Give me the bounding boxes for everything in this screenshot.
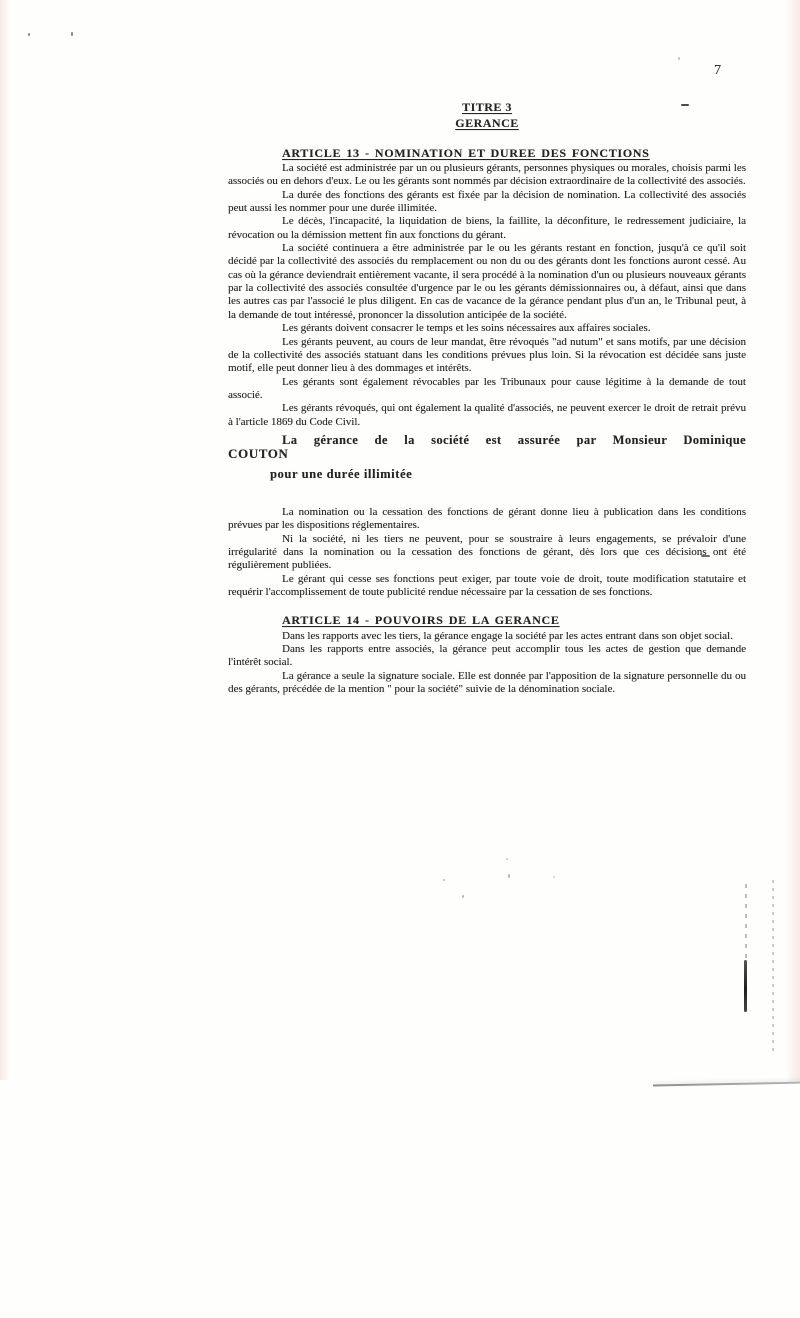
paragraph: La gérance de la société est assurée par Monsieur Dominique [282, 432, 746, 447]
article-heading-text: ARTICLE 14 - POUVOIRS DE LA GERANCE [282, 613, 560, 628]
paragraph: La nomination ou la cessation des fonctions de gérant donne lieu à publication dans les conditions prévues par les dispositions réglementaires. [228, 505, 746, 532]
paragraph: Les gérants peuvent, au cours de leur mandat, être révoqués "ad nutum" et sans motifs, par une décision de la collectivité des associés statuant dans les conditions prévues plus loin. Si la révocation est décidée sans juste motif, elle peut donner lieu à des dommages et intérêts. [228, 335, 746, 375]
paragraph: La société est administrée par un ou plusieurs gérants, personnes physiques ou morales, choisis parmi les associés ou en dehors d'eux. Le ou les gérants sont nommés par décision extraordinaire de la collectivité des associés. [228, 162, 746, 188]
scan-speck [443, 879, 445, 881]
title-titre-3: TITRE 3 [462, 100, 512, 114]
scan-speck [71, 32, 73, 36]
paragraph: COUTON [228, 446, 289, 462]
paragraph: Les gérants révoqués, qui ont également la qualité d'associés, ne peuvent exercer le droit de retrait prévu à l'article 1869 du Code Civil. [228, 402, 746, 428]
scan-speck [462, 895, 464, 898]
page-number: 7 [714, 63, 721, 78]
title-block [228, 101, 746, 131]
scan-edge-right [786, 0, 800, 1082]
scan-speck [28, 33, 30, 36]
title-gerance: GERANCE [455, 116, 519, 131]
paragraph: La gérance a seule la signature sociale. Elle est donnée par l'apposition de la signature personnelle du ou des gérants, précédée de la mention " pour la société" suivie de la dénomination sociale. [228, 669, 746, 696]
scan-speck [508, 874, 510, 878]
article-heading [228, 147, 746, 160]
paragraph: Dans les rapports avec les tiers, la gérance engage la société par les actes entrant dans son objet social. [282, 629, 733, 642]
article-heading-text: ARTICLE 13 - NOMINATION ET DUREE DES FONCTIONS [282, 145, 650, 160]
scan-speck [506, 858, 508, 860]
page-bottom-edge-line [653, 1082, 800, 1087]
paragraph: Ni la société, ni les tiers ne peuvent, pour se soustraire à leurs engagements, se prévaloir d'une irrégularité dans la nomination ou la cessation des fonctions de gérant, dès lors que ces décisions ont été régulièrement publiées. [228, 532, 746, 572]
paragraph: Dans les rapports entre associés, la gérance peut accomplir tous les actes de gestion que demande l'intérêt social. [228, 643, 746, 669]
paragraph: Les gérants sont également révocables par les Tribunaux pour cause légitime à la demande de tout associé. [228, 375, 746, 401]
scan-edge-left [0, 0, 10, 1080]
paragraph: Le décès, l'incapacité, la liquidation de biens, la faillite, la déconfiture, le redressement judiciaire, la révocation ou la démission mettent fin aux fonctions du gérant. [228, 215, 746, 241]
scan-streak-dots [745, 884, 747, 960]
paragraph: La société continuera a être administrée par le ou les gérants restant en fonction, jusqu'à ce qu'il soit décidé par la collectivité des associés du remplacement ou non du ou des gérants dont les fonctions auront cessé. Au cas où la gérance deviendrait entièrement vacante, il sera procédé à la nomination d'un ou plusieurs nouveaux gérants par la collectivité des associés consultée d'urgence par le ou les gérants démissionnaires ou, à défaut, ainsi que dans les autres cas par l'associé le plus diligent. En cas de vacance de la gérance pendant plus d'un an, le Tribunal peut, à la demande de tout intéressé, prononcer la dissolution anticipée de la société. [228, 242, 746, 321]
paragraph: Le gérant qui cesse ses fonctions peut exiger, par toute voie de droit, toute modification statutaire et requérir l'accomplissement de toute publicité rendue nécessaire par la cessation de ses fonctions. [228, 572, 746, 598]
paragraph: pour une durée illimitée [270, 466, 413, 481]
paragraph: La durée des fonctions des gérants est fixée par la décision de nomination. La collectivité des associés peut aussi les nommer pour une durée illimitée. [228, 188, 746, 215]
document-body [228, 147, 746, 697]
scan-streak-dark [744, 960, 747, 1012]
paragraph: Les gérants doivent consacrer le temps et les soins nécessaires aux affaires sociales. [282, 322, 651, 335]
article-heading [228, 614, 746, 627]
scan-speck [553, 876, 555, 878]
scan-streak-faint [772, 880, 774, 1052]
document-column [228, 0, 746, 696]
